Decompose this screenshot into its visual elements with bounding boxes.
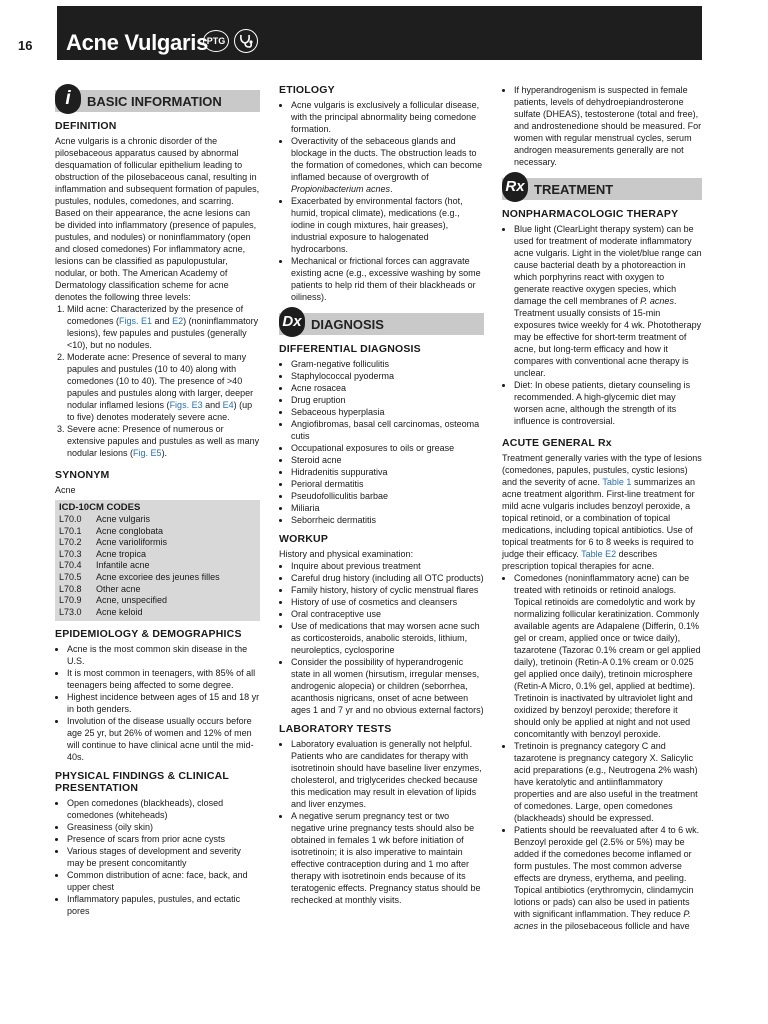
icd-row: L70.3 Acne tropica — [59, 548, 147, 559]
list-item: • Tretinoin is pregnancy category C and tazarotene is pregnancy category X. Salicylic acid preparations (e.g., Neutrogena 2% wash) have keratolytic and antiinflammatory properties and are also useful in the treatment of comedones. Large, open comedones (blackheads) should be expressed. — [514, 740, 702, 824]
ptg-badge: PTG — [203, 30, 229, 52]
icd-row: L70.9 Acne, unspecified — [59, 595, 168, 606]
list-item: • Diet: In obese patients, dietary counseling is recommended. A high-glycemic diet may worsen acne, although the strength of its influence is controversial. — [514, 379, 702, 427]
list-item: • Acne vulgaris is exclusively a follicular disease, with the principal abnormality being comedone formation. — [291, 99, 484, 135]
treatment-header — [502, 178, 702, 200]
section-label: BASIC INFORMATION — [87, 93, 222, 109]
icd-codes-box — [55, 500, 260, 621]
synonym-text: Acne — [55, 485, 76, 495]
epidemiology-list — [55, 643, 260, 763]
icd-row: L70.8 Other acne — [59, 583, 141, 594]
table-link[interactable]: Table 1 — [602, 477, 632, 487]
list-item: • Inquire about previous treatment — [291, 560, 484, 572]
list-item: • A negative serum pregnancy test or two negative urine pregnancy tests should also be obtained in females 1 wk before initiation of isotretinoin; it is also imperative to maintain effective contraception during and 1 mo after therapy with isotretinoin ends because of its teratogenic effects. Pregnancy status should be rechecked at monthly visits. — [291, 810, 484, 906]
figure-link[interactable]: E2 — [172, 316, 184, 326]
list-item: • Comedones (noninflammatory acne) can be treated with retinoids or retinoid analogs. Topical retinoids are comedolytic and work by normalizing follicular keratinization. Commonly available agents are Adapalene (Differin, 0.1% gel or cream, applied once or twice daily), tazarotene (Tazorac 0.1% cream or gel applied daily), tretinoin (Retin-A 0.1% cream or 0.025 gel applied once daily), tretinoin microsphere (Retin-A Micro, 0.1% gel, applied at bedtime). Tretinoin is inactivated by ultraviolet light and oxidized by benzoyl peroxide; therefore it should only be applied at night and not used concomitantly with benzoyl peroxide. — [514, 572, 702, 740]
acne-levels-list — [55, 303, 260, 459]
icd-row: L70.4 Infantile acne — [59, 560, 150, 571]
list-item: • Acne rosacea — [291, 382, 484, 394]
acute-rx-text: Treatment generally varies with the type of lesions (comedones, papules, pustules, cystic lesions) and the severity of acne. Table 1 summarizes an acne treatment algorithm. First-line treatment for mild acne vulgaris includes benzoyl peroxide, a topical retinoid, or a combination of topical medications, including topical antibiotics. Use of topical treatments for 6 to 8 weeks is required to judge their efficacy. Table E2 describes prescription topical therapies for acne. — [502, 453, 702, 571]
workup-list — [279, 560, 484, 716]
acute-rx-heading: ACUTE GENERAL Rx — [502, 437, 612, 449]
nonpharmacologic-heading: NONPHARMACOLOGIC THERAPY — [502, 208, 679, 220]
list-item: • History of use of cosmetics and cleansers — [291, 596, 484, 608]
list-item: • Greasiness (oily skin) — [67, 821, 260, 833]
list-item: • Oral contraceptive use — [291, 608, 484, 620]
basic-info-header — [55, 90, 260, 112]
level-item: 2. Moderate acne: Presence of several to many papules and pustules (10 to 40) along with comedones (10 to 40). The presence of >40 papules and pustules along with larger, deeper nodular inflamed lesions (Figs. E3 and E4) (up to five) denotes moderately severe acne. — [67, 351, 260, 423]
epidemiology-heading: EPIDEMIOLOGY & DEMOGRAPHICS — [55, 628, 242, 641]
list-item: • Highest incidence between ages of 15 and 18 yr in both genders. — [67, 691, 260, 715]
list-item: • Exacerbated by environmental factors (hot, humid, tropical climate), medications (e.g., iodine in cough mixtures, hair greases), industrial exposure to halogenated hydrocarbons. — [291, 195, 484, 255]
etiology-list — [279, 99, 484, 303]
physical-findings-list — [55, 797, 260, 917]
column-2 — [279, 84, 484, 906]
icd-heading: ICD-10CM CODES — [59, 502, 141, 513]
differential-diagnosis-heading: DIFFERENTIAL DIAGNOSIS — [279, 343, 421, 355]
list-item: • If hyperandrogenism is suspected in female patients, levels of dehydroepiandrosterone sulfate (DHEAS), testosterone (total and free), and androstenedione should be measured. For women with regular menstrual cycles, serum androgen measurements generally are not necessary. — [514, 84, 702, 168]
info-icon: i — [55, 84, 81, 114]
section-label: DIAGNOSIS — [311, 316, 384, 332]
hyperandrogenism-list — [502, 84, 702, 168]
list-item: • Inflammatory papules, pustules, and ectatic pores — [67, 893, 260, 917]
list-item: • Perioral dermatitis — [291, 478, 484, 490]
rx-icon: Rx — [502, 172, 528, 202]
dx-icon: Dx — [279, 307, 305, 337]
figure-link[interactable]: E4 — [222, 400, 234, 410]
list-item: • Family history, history of cyclic menstrual flares — [291, 584, 484, 596]
list-item: • Blue light (ClearLight therapy system) can be used for treatment of moderate inflammatory acne vulgaris. Light in the violet/blue range can cause bacterial death by a photoreaction in which porphyrins react with oxygen to generate reactive oxygen species, which damage the cell membranes of P. acnes. Treatment usually consists of 15-min exposures twice weekly for 4 wk. Phototherapy may be effective for short-term treatment of acne, but long-term efficacy and how it compares with conventional acne therapy is unclear. — [514, 223, 702, 379]
physical-findings-heading: PHYSICAL FINDINGS & CLINICAL PRESENTATION — [55, 770, 229, 795]
definition-heading: DEFINITION — [55, 120, 117, 132]
list-item: • Mechanical or frictional forces can aggravate existing acne (e.g., excessive washing by some patients to help rid them of their blackheads or oiliness). — [291, 255, 484, 303]
page-number: 16 — [18, 38, 33, 53]
list-item: • Sebaceous hyperplasia — [291, 406, 484, 418]
list-item: • Seborrheic dermatitis — [291, 514, 484, 526]
stethoscope-icon — [234, 29, 258, 53]
list-item: • Various stages of development and severity may be present concomitantly — [67, 845, 260, 869]
icd-row: L73.0 Acne keloid — [59, 606, 143, 617]
list-item: • Use of medications that may worsen acne such as corticosteroids, anabolic steroids, lithium, neuroleptics, cyclosporine — [291, 620, 484, 656]
list-item: • Drug eruption — [291, 394, 484, 406]
icd-row: L70.1 Acne conglobata — [59, 525, 164, 536]
icd-row: L70.5 Acne excoriee des jeunes filles — [59, 571, 220, 582]
figure-link[interactable]: Figs. E3 — [169, 400, 203, 410]
list-item: • Overactivity of the sebaceous glands and blockage in the ducts. The obstruction leads to the formation of comedones, which can become inflamed because of overgrowth of Propionibacterium acnes. — [291, 135, 484, 195]
list-item: • Common distribution of acne: face, back, and upper chest — [67, 869, 260, 893]
laboratory-list — [279, 738, 484, 906]
list-item: • Occupational exposures to oils or grease — [291, 442, 484, 454]
list-item: • Laboratory evaluation is generally not helpful. Patients who are candidates for therapy with isotretinoin should have baseline liver enzymes, cholesterol, and triglycerides checked because this medication may result in elevation of lipids and liver enzymes. — [291, 738, 484, 810]
list-item: • Gram-negative folliculitis — [291, 358, 484, 370]
diagnosis-header — [279, 313, 484, 335]
etiology-heading: ETIOLOGY — [279, 84, 335, 96]
list-item: • Involution of the disease usually occurs before age 25 yr, but 26% of women and 12% of men will continue to have clinical acne until the mid-40s. — [67, 715, 260, 763]
list-item: • Pseudofolliculitis barbae — [291, 490, 484, 502]
list-item: • Angiofibromas, basal cell carcinomas, osteoma cutis — [291, 418, 484, 442]
list-item: • Steroid acne — [291, 454, 484, 466]
list-item: • Open comedones (blackheads), closed comedones (whiteheads) — [67, 797, 260, 821]
list-item: • Hidradenitis suppurativa — [291, 466, 484, 478]
icd-row: L70.0 Acne vulgaris — [59, 514, 151, 524]
workup-intro: History and physical examination: — [279, 549, 414, 559]
list-item: • Patients should be reevaluated after 4 to 6 wk. Benzoyl peroxide gel (2.5% or 5%) may be added if the comedones become inflamed or form pustules. The most common adverse effects are dryness, erythema, and peeling. Topical antibiotics (erythromycin, clindamycin lotions or pads) can also be used in patients with significant inflammation. They reduce P. acnes in the pilosebaceous follicle and have — [514, 824, 702, 932]
list-item: • Staphylococcal pyoderma — [291, 370, 484, 382]
list-item: • Acne is the most common skin disease in the U.S. — [67, 643, 260, 667]
nonpharmacologic-list — [502, 223, 702, 427]
level-item: 3. Severe acne: Presence of numerous or extensive papules and pustules as well as many nodular lesions (Fig. E5). — [67, 423, 260, 459]
icd-row: L70.2 Acne varioliformis — [59, 537, 168, 548]
page-title: Acne Vulgaris — [66, 30, 209, 55]
section-label: TREATMENT — [534, 181, 614, 197]
synonym-heading: SYNONYM — [55, 469, 110, 481]
table-link[interactable]: Table E2 — [581, 549, 617, 559]
list-item: • Careful drug history (including all OTC products) — [291, 572, 484, 584]
differential-list — [279, 358, 484, 526]
workup-heading: WORKUP — [279, 533, 329, 545]
definition-text: Acne vulgaris is a chronic disorder of the pilosebaceous apparatus caused by abnormal desquamation of follicular epithelium leading to obstruction of the pilosebaceous canal, resulting in inflammation and subsequent formation of papules, pustules, nodules, comedones, and scarring. Based on their appearance, the acne lesions can be divided into inflammatory (presence of papules, pustules, and nodules) or noninflammatory (open and closed comedones) For inflammatory acne, lesions can be classified as papulopustular, nodular, or both. The American Academy of Dermatology classification scheme for acne denotes the following three levels: — [55, 136, 260, 302]
column-1 — [55, 84, 260, 917]
figure-link[interactable]: Fig. E5 — [133, 448, 162, 458]
level-item: 1. Mild acne: Characterized by the presence of comedones (Figs. E1 and E2) (noninflammatory lesions), few papules and pustules (generally <10), but no nodules. — [67, 303, 260, 351]
list-item: • Presence of scars from prior acne cysts — [67, 833, 260, 845]
figure-link[interactable]: Figs. E1 — [119, 316, 153, 326]
list-item: • Consider the possibility of hyperandrogenic state in all women (hirsutism, irregular menses, androgenic alopecia) or children (seborrhea, acanthosis nigricans, onset of acne between ages 1 and 7 yr and no obvious external factors) — [291, 656, 484, 716]
list-item: • Miliaria — [291, 502, 484, 514]
acute-rx-list — [502, 572, 702, 932]
list-item: • It is most common in teenagers, with 85% of all teenagers being affected to some degree. — [67, 667, 260, 691]
laboratory-tests-heading: LABORATORY TESTS — [279, 723, 392, 735]
column-3 — [502, 84, 702, 932]
